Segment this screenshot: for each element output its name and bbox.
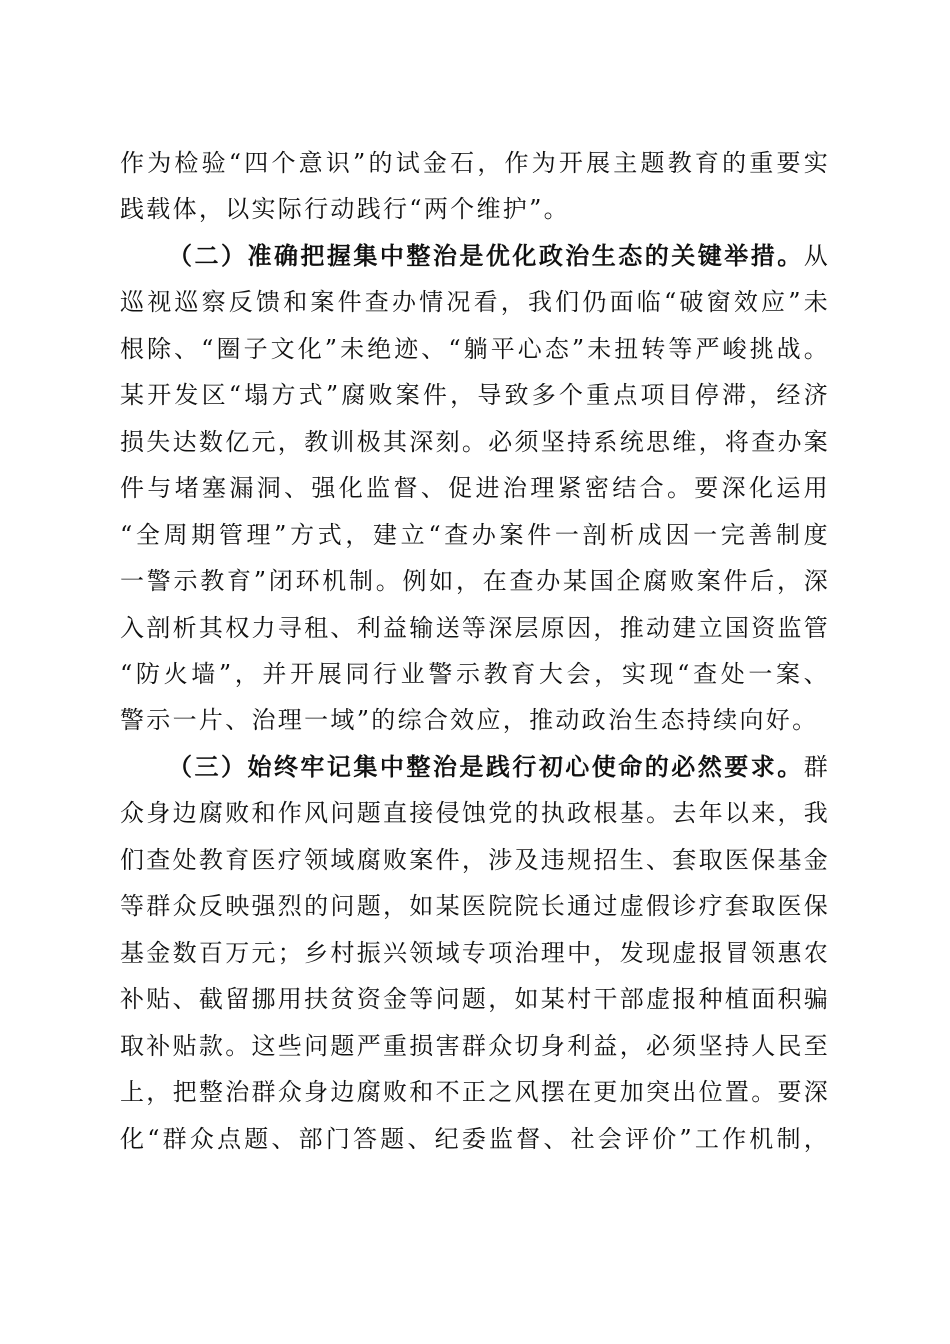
paragraph-heading: （二）准确把握集中整治是优化政治生态的关键举措。 [168,241,804,270]
text-line: 基金数百万元；乡村振兴领域专项治理中，发现虚报冒领惠农 [120,939,831,967]
text-line: 上，把整治群众身边腐败和不正之风摆在更加突出位置。要深 [120,1078,831,1106]
text-line: “防火墙”，并开展同行业警示教育大会，实现“查处一案、 [120,660,830,688]
paragraph-heading-line: （三）始终牢记集中整治是践行初心使命的必然要求。群 [168,752,830,781]
text-line: 们查处教育医疗领域腐败案件，涉及违规招生、套取医保基金 [120,846,831,874]
text-line: 一警示教育”闭环机制。例如，在查办某国企腐败案件后，深 [120,567,830,595]
text-line: 根除、“圈子文化”未绝迹、“躺平心态”未扭转等严峻挑战。 [120,335,830,363]
text-line: 件与堵塞漏洞、强化监督、促进治理紧密结合。要深化运用 [120,474,830,502]
text-line: 取补贴款。这些问题严重损害群众切身利益，必须坚持人民至 [120,1032,831,1060]
text-line: 损失达数亿元，教训极其深刻。必须坚持系统思维，将查办案 [120,428,831,456]
paragraph-heading: （三）始终牢记集中整治是践行初心使命的必然要求。 [168,752,804,781]
text-line: “全周期管理”方式，建立“查办案件一剖析成因一完善制度 [120,521,830,549]
text-line: 作为检验“四个意识”的试金石，作为开展主题教育的重要实 [120,149,830,177]
text-line: 践载体，以实际行动践行“两个维护”。 [120,195,570,223]
text-line: 巡视巡察反馈和案件查办情况看，我们仍面临“破窗效应”未 [120,288,830,316]
paragraph-heading-line: （二）准确把握集中整治是优化政治生态的关键举措。从 [168,241,830,270]
text-line: 入剖析其权力寻租、利益输送等深层原因，推动建立国资监管 [120,614,831,642]
text-line: 众身边腐败和作风问题直接侵蚀党的执政根基。去年以来，我 [120,799,831,827]
text-line: 补贴、截留挪用扶贫资金等问题，如某村干部虚报种植面积骗 [120,985,831,1013]
text-line: 化“群众点题、部门答题、纪委监督、社会评价”工作机制， [120,1125,830,1153]
text-line: 某开发区“塌方式”腐败案件，导致多个重点项目停滞，经济 [120,381,830,409]
text-line: 等群众反映强烈的问题，如某医院院长通过虚假诊疗套取医保 [120,892,831,920]
text-line: 警示一片、治理一域”的综合效应，推动政治生态持续向好。 [120,706,819,734]
